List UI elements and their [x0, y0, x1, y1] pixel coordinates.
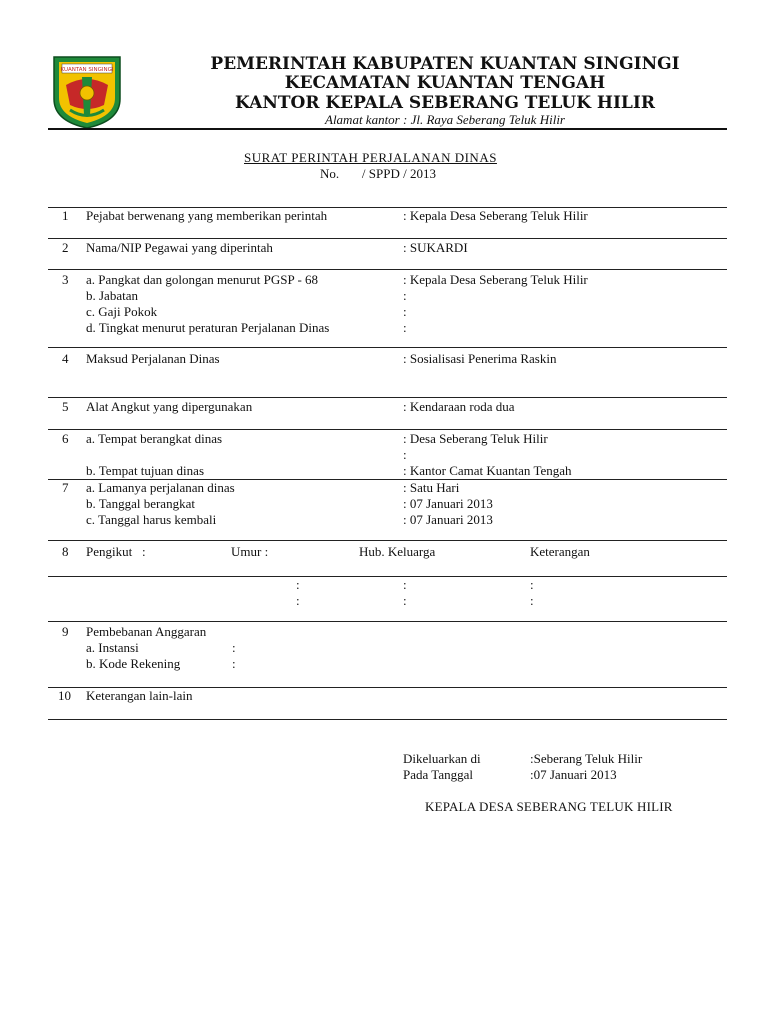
colon: : [530, 593, 534, 608]
colon: : [232, 640, 236, 655]
relation-label: Hub. Keluarga [359, 544, 436, 559]
companion-label: Pengikut : [86, 544, 146, 559]
colon: : [296, 577, 300, 592]
row-label: Keterangan lain-lain [86, 688, 193, 703]
colon: : [530, 577, 534, 592]
row-label: b. Jabatan [86, 288, 138, 303]
colon: : [403, 577, 407, 592]
header-government: PEMERINTAH KABUPATEN KUANTAN SINGINGI [210, 54, 680, 74]
row-label: a. Tempat berangkat dinas [86, 431, 223, 446]
signer-title: KEPALA DESA SEBERANG TELUK HILIR [425, 799, 673, 814]
row-number: 7 [62, 480, 69, 495]
row-number: 9 [62, 624, 69, 639]
row-value: : SUKARDI [403, 240, 468, 255]
emblem-banner-text: KUANTAN SINGINGI [60, 67, 114, 73]
row-number: 1 [62, 208, 69, 223]
row-label: d. Tingkat menurut peraturan Perjalanan Dinas [86, 320, 330, 335]
colon: : [232, 656, 236, 671]
table-rule [48, 269, 727, 270]
row-number: 8 [62, 544, 69, 559]
row-value: : Desa Seberang Teluk Hilir [403, 431, 548, 446]
row-value: : Sosialisasi Penerima Raskin [403, 351, 557, 366]
remarks-label: Keterangan [530, 544, 590, 559]
header-rule [48, 128, 727, 130]
row-number: 3 [62, 272, 69, 287]
table-rule [48, 576, 727, 577]
row-value: : Satu Hari [403, 480, 460, 495]
row-label: a. Instansi [86, 640, 139, 655]
issued-place-label: Dikeluarkan di [403, 751, 481, 766]
colon: : [403, 593, 407, 608]
row-value: : [403, 304, 407, 319]
table-rule [48, 719, 727, 720]
row-value: : [403, 447, 407, 462]
row-label: c. Gaji Pokok [86, 304, 158, 319]
table-rule [48, 347, 727, 348]
regency-emblem [52, 55, 122, 129]
row-number: 2 [62, 240, 69, 255]
row-number: 6 [62, 431, 69, 446]
row-label: c. Tanggal harus kembali [86, 512, 217, 527]
document-title: SURAT PERINTAH PERJALANAN DINAS [244, 150, 497, 165]
row-value: : [403, 320, 407, 335]
row-label: b. Kode Rekening [86, 656, 181, 671]
row-value: : Kepala Desa Seberang Teluk Hilir [403, 208, 588, 223]
table-rule [48, 429, 727, 430]
row-value: : 07 Januari 2013 [403, 496, 493, 511]
table-rule [48, 540, 727, 541]
row-label: b. Tanggal berangkat [86, 496, 195, 511]
row-number: 4 [62, 351, 69, 366]
header-district: KECAMATAN KUANTAN TENGAH [284, 73, 606, 93]
row-number: 5 [62, 399, 69, 414]
issued-date-label: Pada Tanggal [403, 767, 473, 782]
row-label: Maksud Perjalanan Dinas [86, 351, 220, 366]
row-value: : 07 Januari 2013 [403, 512, 493, 527]
header-office: KANTOR KEPALA SEBERANG TELUK HILIR [235, 93, 655, 113]
header-address: Alamat kantor : Jl. Raya Seberang Teluk Hilir [325, 112, 565, 127]
colon: : [296, 593, 300, 608]
row-label: Nama/NIP Pegawai yang diperintah [86, 240, 273, 255]
row-value: : [403, 288, 407, 303]
document-number: No. / SPPD / 2013 [320, 166, 436, 181]
row-value: : Kantor Camat Kuantan Tengah [403, 463, 572, 478]
table-rule [48, 238, 727, 239]
row-label: a. Pangkat dan golongan menurut PGSP - 68 [86, 272, 319, 287]
row-label: b. Tempat tujuan dinas [86, 463, 204, 478]
row-label: Alat Angkut yang dipergunakan [86, 399, 253, 414]
issued-date-value: :07 Januari 2013 [530, 767, 617, 782]
age-label: Umur : [231, 544, 269, 559]
row-value: : Kendaraan roda dua [403, 399, 515, 414]
row-number: 10 [58, 688, 71, 703]
row-value: : Kepala Desa Seberang Teluk Hilir [403, 272, 588, 287]
table-rule [48, 621, 727, 622]
table-rule [48, 397, 727, 398]
row-label: a. Lamanya perjalanan dinas [86, 480, 235, 495]
issued-place-value: :Seberang Teluk Hilir [530, 751, 643, 766]
row-label: Pembebanan Anggaran [86, 624, 207, 639]
row-label: Pejabat berwenang yang memberikan perintah [86, 208, 328, 223]
